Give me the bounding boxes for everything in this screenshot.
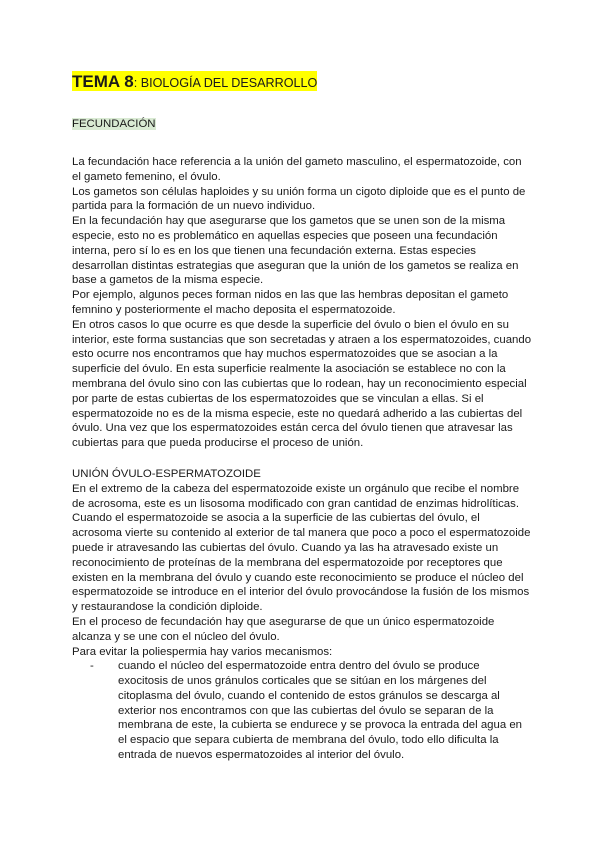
section-heading-text: FECUNDACIÓN: [72, 118, 156, 130]
paragraph: En el proceso de fecundación hay que asegurarse de que un único espermatozoide alcanza y se une con el núcleo del óvulo.: [72, 615, 495, 643]
section-heading-fecundacion: [72, 117, 532, 131]
fecundacion-body: [72, 155, 532, 451]
paragraph: Por ejemplo, algunos peces forman nidos en las que las hembras depositan el gameto femnino y posteriormente el macho deposita el espermatozoide.: [72, 289, 509, 316]
paragraph: En otros casos lo que ocurre es que desde la superficie del óvulo o bien el óvulo en su interior, este forma sustancias que son secretadas y atraen a los espermatozoides, cuando esto ocurre nos encontramos que hay muchos espermatozoides que se asocian a la superficie del óvulo. En esta superficie realmente la asociación se establece no con la membrana del óvulo sino con las cubiertas que lo rodean, hay un reconocimiento especial por parte de estas cubiertas de los espermatozoides que se vinculan a ellas. Si el espermatozoide no es de la misma especie, este no quedará adherido a las cubiertas del óvulo. Una vez que los espermatozoides están cerca del óvulo tienen que atravesar las cubiertas para que pueda producirse el proceso de unión.: [72, 318, 532, 450]
paragraph: En la fecundación hay que asegurarse que los gametos que se unen son de la misma especie, esto no es problemático en aquellas especies que poseen una fecundación interna, pero sí lo es en los que tienen una fecundación externa. Estas especies desarrollan distintas estrategias que aseguran que la unión de los gametos se realiza en base a gametos de la misma especie.: [72, 215, 519, 287]
document-page: [72, 70, 532, 763]
paragraph: Los gametos son células haploides y su unión forma un cigoto diploide que es el punto de partida para la formación de un nuevo individuo.: [72, 185, 526, 213]
title-highlight: [72, 71, 317, 91]
document-title: [72, 70, 532, 94]
title-prefix: TEMA 8: [72, 72, 134, 91]
list-item: [90, 659, 532, 763]
paragraph: En el extremo de la cabeza del espermatozoide existe un orgánulo que recibe el nombre de acrosoma, este es un lisosoma modificado con gran cantidad de enzimas hidrolíticas.: [72, 482, 520, 510]
union-section: [72, 467, 532, 763]
paragraph: La fecundación hace referencia a la unión del gameto masculino, el espermatozoide, con el gameto femenino, el óvulo.: [72, 156, 522, 183]
paragraph: Cuando el espermatozoide se asocia a la superficie de las cubiertas del óvulo, el acrosoma vierte su contenido al exterior de tal manera que poco a poco el espermatozoide puede ir atravesando las cubiertas del óvulo. Cuando ya las ha atravesado existe un reconocimiento de proteínas de la membrana del espermatozoide por receptores que existen en la membrana del óvulo y cuando este reconocimiento se produce el núcleo del espermatozoide se introduce en el interior del óvulo provocándose la fusión de los mismos y restaurandose la condición diploide.: [72, 512, 531, 614]
list-item-text: cuando el núcleo del espermatozoide entra dentro del óvulo se produce exocitosis de unos gránulos corticales que se sitúan en los márgenes del citoplasma del óvulo, cuando el contenido de estos gránulos se descarga al exterior nos encontramos con que las cubiertas del óvulo se separan de la membrana de este, la cubierta se endurece y se provoca la entrada del agua en el espacio que separa cubierta de membrana del óvulo, todo ello dificulta la entrada de nuevos espermatozoides al interior del óvulo.: [118, 660, 522, 762]
title-rest: : BIOLOGÍA DEL DESARROLLO: [133, 76, 318, 90]
list-dash: -: [90, 660, 94, 673]
mechanism-list: [72, 659, 532, 763]
section-heading-union: UNIÓN ÓVULO-ESPERMATOZOIDE: [72, 467, 261, 480]
paragraph: Para evitar la poliespermia hay varios mecanismos:: [72, 645, 333, 658]
